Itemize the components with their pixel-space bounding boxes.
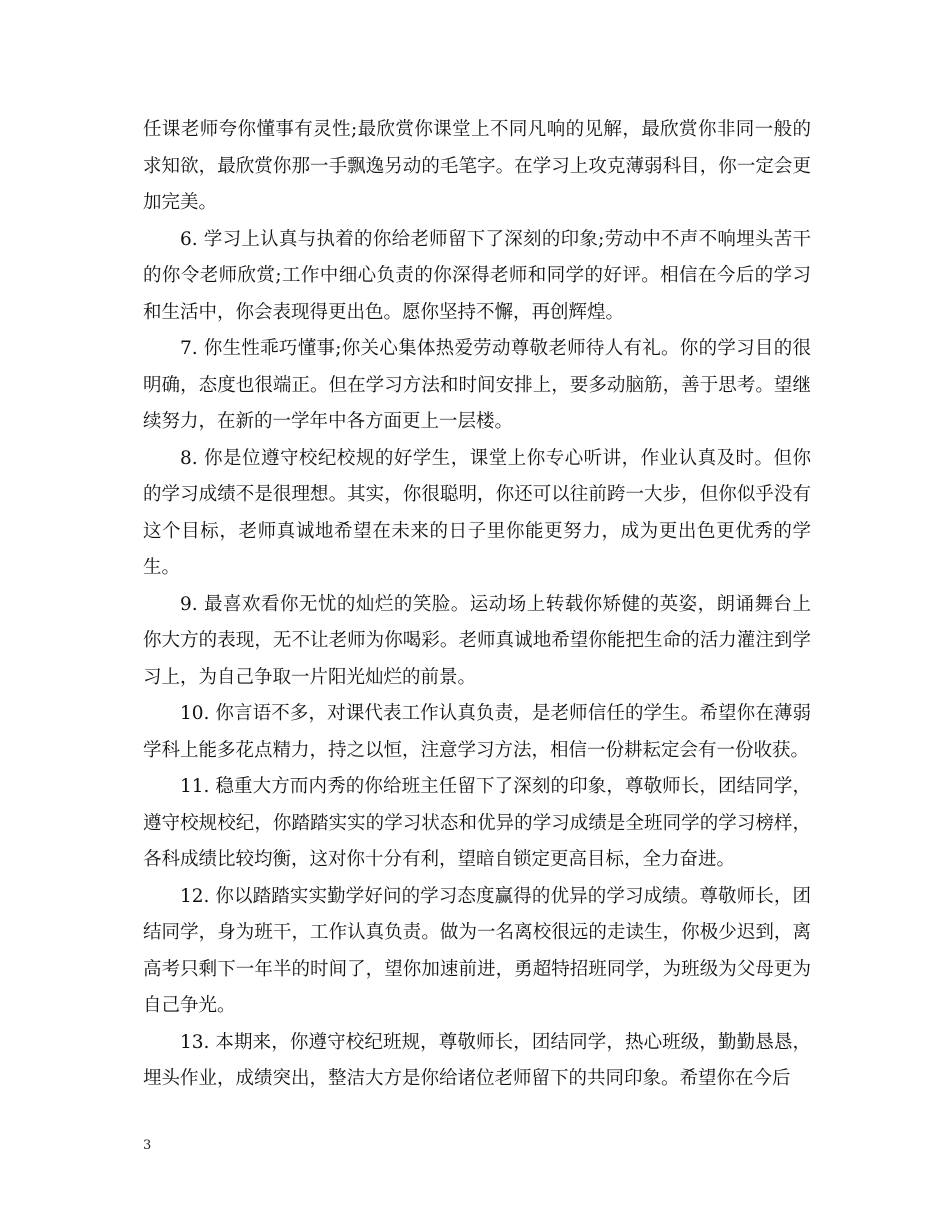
paragraph-item-10: 10. 你言语不多，对课代表工作认真负责，是老师信任的学生。希望你在薄弱学科上能多花点精力，持之以恒，注意学习方法，相信一份耕耘定会有一份收获。	[143, 703, 811, 761]
paragraph-item-11: 11. 稳重大方而内秀的你给班主任留下了深刻的印象，尊敬师长，团结同学，遵守校规校纪，你踏踏实实的学习状态和优异的学习成绩是全班同学的学习榜样，各科成绩比较均衡，这对你十分有利，望暗自锁定更高目标，全力奋进。	[143, 776, 811, 870]
paragraph-continued: 任课老师夸你懂事有灵性;最欣赏你课堂上不同凡响的见解，最欣赏你非同一般的求知欲，最欣赏你那一手飘逸另动的毛笔字。在学习上攻克薄弱科目，你一定会更加完美。	[143, 119, 811, 213]
paragraph-item-13: 13. 本期来，你遵守校纪班规，尊敬师长，团结同学，热心班级，勤勤恳恳，埋头作业，成绩突出，整洁大方是你给诸位老师留下的共同印象。希望你在今后	[143, 1031, 811, 1089]
document-body	[143, 112, 811, 1098]
paragraph-item-8: 8. 你是位遵守校纪校规的好学生，课堂上你专心听讲，作业认真及时。但你的学习成绩不是很理想。其实，你很聪明，你还可以往前跨一大步，但你似乎没有这个目标，老师真诚地希望在未来的日子里你能更努力，成为更出色更优秀的学生。	[143, 447, 811, 578]
paragraph-item-7: 7. 你生性乖巧懂事;你关心集体热爱劳动尊敬老师待人有礼。你的学习目的很明确，态度也很端正。但在学习方法和时间安排上，要多动脑筋，善于思考。望继续努力，在新的一学年中各方面更上一层楼。	[143, 338, 811, 432]
paragraph-item-6: 6. 学习上认真与执着的你给老师留下了深刻的印象;劳动中不声不响埋头苦干的你令老师欣赏;工作中细心负责的你深得老师和同学的好评。相信在今后的学习和生活中，你会表现得更出色。愿你坚持不懈，再创辉煌。	[143, 228, 811, 323]
paragraph-item-9: 9. 最喜欢看你无忧的灿烂的笑脸。运动场上转载你矫健的英姿，朗诵舞台上你大方的表现，无不让老师为你喝彩。老师真诚地希望你能把生命的活力灌注到学习上，为自己争取一片阳光灿烂的前景。	[143, 593, 811, 688]
paragraph-item-12: 12. 你以踏踏实实勤学好问的学习态度赢得的优异的学习成绩。尊敬师长，团结同学，身为班干，工作认真负责。做为一名离校很远的走读生，你极少迟到，离高考只剩下一年半的时间了，望你加速前进，勇超特招班同学，为班级为父母更为自己争光。	[143, 885, 811, 1016]
page-number: 3	[143, 1138, 152, 1153]
